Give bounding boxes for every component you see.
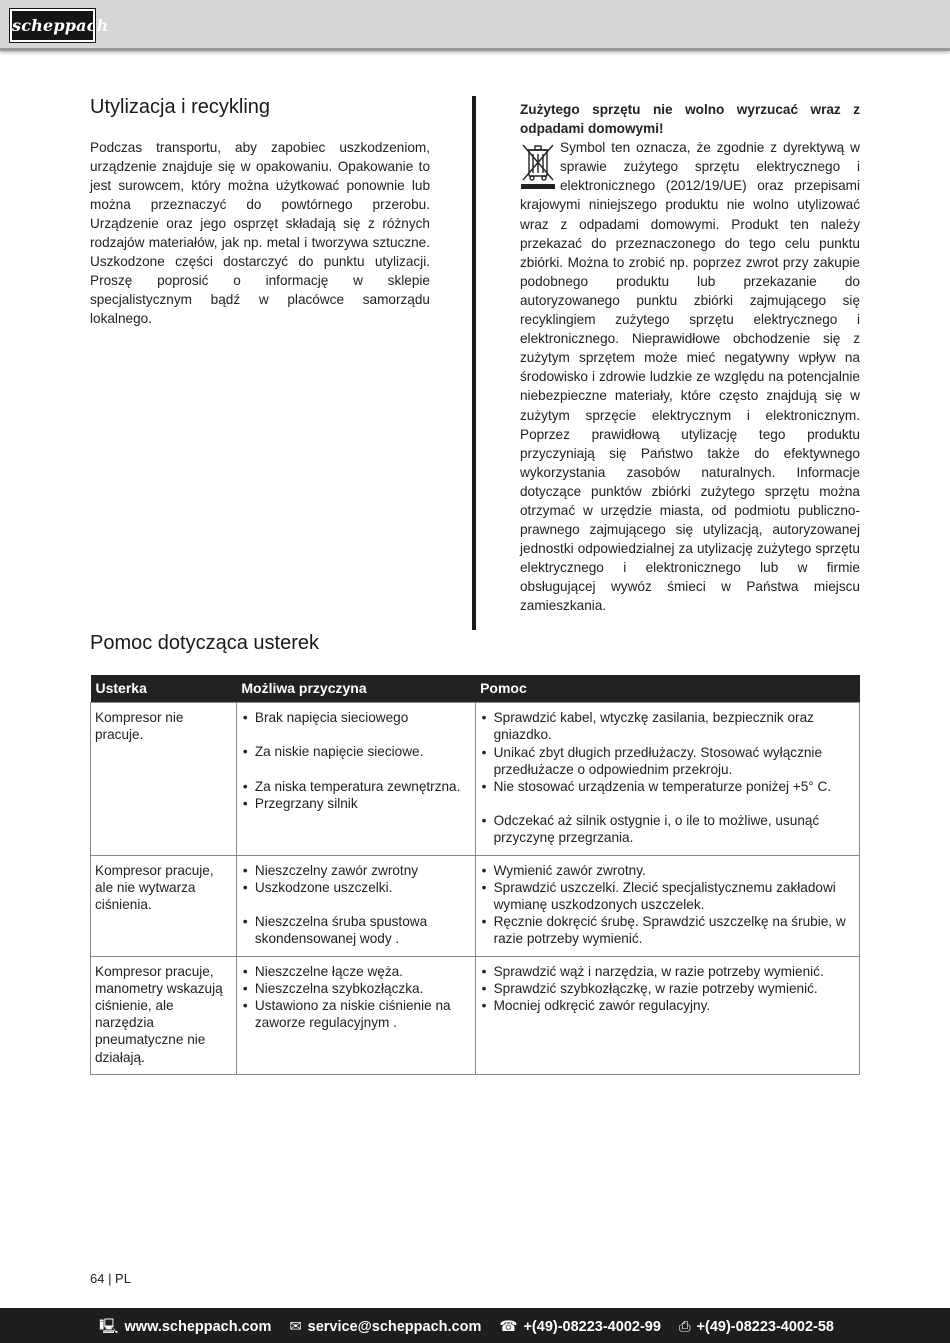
table-row: [91, 703, 860, 855]
footer-email[interactable]: [289, 1319, 481, 1335]
table-row: [91, 956, 860, 1074]
remedy-cell: [475, 703, 859, 855]
fault-cell: Kompresor pracuje, ale nie wytwarza ciśnienia.: [91, 855, 237, 956]
troubleshooting-heading: Pomoc dotycząca usterek: [90, 632, 319, 654]
list-item: • Mocniej odkręcić zawór regulacyjny.: [480, 997, 855, 1014]
fax-text: +(49)-08223-4002-58: [696, 1319, 834, 1335]
fault-cell: Kompresor pracuje, manometry wskazują ciśnienie, ale narzędzia pneumatyczne nie działają.: [91, 956, 237, 1074]
footer-website[interactable]: [99, 1319, 271, 1335]
list-item: • Nie stosować urządzenia w temperaturze poniżej +5° C.: [480, 778, 855, 795]
recycling-text: Podczas transportu, aby zapobiec uszkodzeniom, urządzenie znajduje się w opakowaniu. Opakowanie to jest surowcem, który można użytkować ponownie lub można przeznaczyć do powtórnego przerobu. Urządzenie oraz jego osprzęt składają się z różnych rodzajów materiałów, jak np. metal i tworzywa sztuczne. Uszkodzone części dostarczyć do punktu utylizacji. Proszę poprosić o informację w sklepie specjalistycznym bądź w placówce samorządu lokalnego.: [90, 140, 430, 326]
list-item: • Sprawdzić wąż i narzędzia, w razie potrzeby wymienić.: [480, 963, 855, 980]
fax-icon: ⎙: [678, 1319, 691, 1335]
column-divider: [472, 96, 476, 630]
header-fault: Usterka: [91, 675, 237, 703]
table-header-row: [91, 675, 860, 703]
list-item: • Ręcznie dokręcić śrubę. Sprawdzić uszczelkę na śrubie, w razie potrzeby wymienić.: [480, 913, 855, 947]
list-item: • Sprawdzić kabel, wtyczkę zasilania, bezpiecznik oraz gniazdko.: [480, 709, 855, 743]
list-item: • Za niska temperatura zewnętrzna.: [241, 778, 471, 795]
crossed-bin-icon: [520, 142, 556, 190]
recycling-heading: Utylizacja i recykling: [90, 96, 271, 118]
weee-notice: [520, 100, 860, 616]
cause-cell: [236, 703, 475, 855]
email-text: service@scheppach.com: [307, 1319, 482, 1335]
remedy-cell: [475, 855, 859, 956]
list-item: • Odczekać aż silnik ostygnie i, o ile to możliwe, usunąć przyczynę przegrzania.: [480, 812, 855, 846]
list-item: • Przegrzany silnik: [241, 795, 471, 812]
cause-cell: [236, 855, 475, 956]
computer-icon: 🖳: [99, 1319, 119, 1335]
list-item: • Sprawdzić szybkozłączkę, w razie potrzeby wymienić.: [480, 980, 855, 997]
header-cause: Możliwa przyczyna: [236, 675, 475, 703]
phone-icon: ☎: [499, 1319, 518, 1335]
phone-text: +(49)-08223-4002-99: [523, 1319, 661, 1335]
list-item: • Brak napięcia sieciowego: [241, 709, 471, 726]
fault-cell: Kompresor nie pracuje.: [91, 703, 237, 855]
cause-cell: [236, 956, 475, 1074]
table-row: [91, 855, 860, 956]
footer-fax[interactable]: [679, 1319, 834, 1335]
header-bar: [0, 0, 950, 51]
mail-icon: ✉: [289, 1319, 302, 1335]
list-item: • Nieszczelna szybkozłączka.: [241, 980, 471, 997]
list-item: • Unikać zbyt długich przedłużaczy. Stosować wyłącznie przedłużacze o odpowiednim przekroju.: [480, 744, 855, 778]
page-number: 64 | PL: [90, 1271, 131, 1286]
list-item: • Wymienić zawór zwrotny.: [480, 862, 855, 879]
list-item: • Nieszczelne łącze węża.: [241, 963, 471, 980]
footer-phone[interactable]: [499, 1319, 661, 1335]
scheppach-logo: scheppach: [10, 9, 95, 42]
list-item: • Nieszczelna śruba spustowa skondensowanej wody .: [241, 913, 471, 947]
website-text: www.scheppach.com: [124, 1319, 272, 1335]
header-remedy: Pomoc: [475, 675, 859, 703]
list-item: • Uszkodzone uszczelki.: [241, 879, 471, 896]
troubleshooting-table: [90, 675, 860, 1075]
weee-text: Symbol ten oznacza, że zgodnie z dyrektywą w sprawie zużytego sprzętu elektrycznego i elektronicznego (2012/19/UE) oraz przepisami krajowymi niniejszego produktu nie wolno utylizować wraz z odpadami domowymi. Produkt ten należy przekazać do przeznaczonego do tego celu punktu zbiórki. Można to zrobić np. poprzez zwrot przy zakupie podobnego produktu lub przekazanie do autoryzowanego punktu zbiórki zajmującego się recyklingiem zużytego sprzętu elektrycznego i elektronicznego. Nieprawidłowe obchodzenie się z zużytym sprzętem może mieć negatywny wpływ na środowisko i zdrowie ludzkie ze względu na potencjalnie niebezpieczne materiały, które często znajdują się w zużytym sprzęcie elektrycznym i elektronicznym. Poprzez prawidłową utylizację tego produktu przyczyniają się Państwo także do efektywnego wykorzystania zasobów naturalnych. Informacje dotyczące punktów zbiórki zużytego sprzętu można otrzymać w urzędzie miasta, od podmiotu publiczno-prawnego zajmującego się utylizacją, autoryzowanej jednostki odpowiedzialnej za utylizację zużytego sprzętu elektrycznego i elektronicznego lub w firmie obsługującej wywóz śmieci w Państwa miejscu zamieszkania.: [520, 140, 860, 614]
weee-heading: Zużytego sprzętu nie wolno wyrzucać wraz z odpadami domowymi!: [520, 102, 860, 137]
footer-bar: [0, 1308, 950, 1343]
list-item: • Sprawdzić uszczelki. Zlecić specjalistycznemu zakładowi wymianę uszkodzonych uszczelek.: [480, 879, 855, 913]
footer-contacts: [85, 1316, 834, 1341]
list-item: • Ustawiono za niskie ciśnienie na zaworze regulacyjnym .: [241, 997, 471, 1031]
list-item: • Nieszczelny zawór zwrotny: [241, 862, 471, 879]
list-item: • Za niskie napięcie sieciowe.: [241, 743, 471, 760]
remedy-cell: [475, 956, 859, 1074]
